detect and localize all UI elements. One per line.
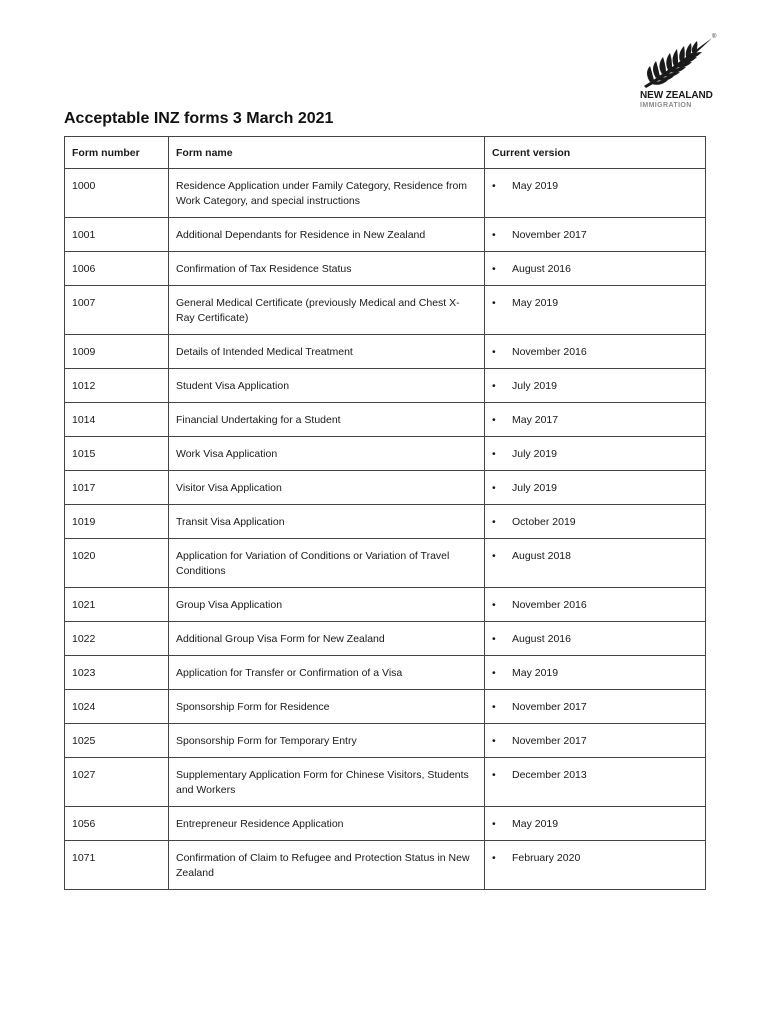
version-text: August 2016 [512, 263, 571, 275]
registered-mark: ® [712, 34, 717, 40]
form-number-cell: 1022 [65, 622, 169, 656]
table-row [65, 505, 706, 539]
version-text: February 2020 [512, 852, 581, 864]
form-number-cell: 1007 [65, 286, 169, 335]
form-name-cell: Additional Dependants for Residence in New Zealand [169, 218, 485, 252]
table-row [65, 369, 706, 403]
form-name-cell: Entrepreneur Residence Application [169, 807, 485, 841]
bullet-icon: • [492, 818, 496, 830]
table-row [65, 690, 706, 724]
version-text: December 2013 [512, 769, 587, 781]
form-name-cell: Additional Group Visa Form for New Zealand [169, 622, 485, 656]
version-text: May 2019 [512, 667, 559, 679]
header-form-number: Form number [65, 137, 169, 169]
table-row [65, 724, 706, 758]
bullet-icon: • [492, 701, 496, 713]
table-header-row [65, 137, 706, 169]
table-row [65, 588, 706, 622]
table-row [65, 169, 706, 218]
form-name-cell: Application for Transfer or Confirmation of a Visa [169, 656, 485, 690]
version-text: November 2016 [512, 346, 587, 358]
form-number-cell: 1025 [65, 724, 169, 758]
bullet-icon: • [492, 297, 496, 309]
header-form-name: Form name [169, 137, 485, 169]
bullet-icon: • [492, 482, 496, 494]
forms-table [64, 136, 706, 890]
form-number-cell: 1009 [65, 335, 169, 369]
table-row [65, 841, 706, 890]
version-text: October 2019 [512, 516, 576, 528]
form-name-cell: Details of Intended Medical Treatment [169, 335, 485, 369]
logo-text-immigration: IMMIGRATION [640, 102, 692, 109]
form-name-cell: Work Visa Application [169, 437, 485, 471]
current-version-cell [485, 656, 706, 690]
current-version-cell [485, 218, 706, 252]
current-version-cell [485, 622, 706, 656]
current-version-cell [485, 588, 706, 622]
table-row [65, 807, 706, 841]
form-number-cell: 1021 [65, 588, 169, 622]
form-name-cell: General Medical Certificate (previously Medical and Chest X-Ray Certificate) [169, 286, 485, 335]
form-name-cell: Visitor Visa Application [169, 471, 485, 505]
current-version-cell [485, 437, 706, 471]
form-name-cell: Transit Visa Application [169, 505, 485, 539]
bullet-icon: • [492, 180, 496, 192]
current-version-cell [485, 471, 706, 505]
form-number-cell: 1020 [65, 539, 169, 588]
table-row [65, 335, 706, 369]
current-version-cell [485, 252, 706, 286]
form-number-cell: 1006 [65, 252, 169, 286]
form-name-cell: Residence Application under Family Category, Residence from Work Category, and special instructions [169, 169, 485, 218]
form-number-cell: 1019 [65, 505, 169, 539]
form-name-cell: Sponsorship Form for Residence [169, 690, 485, 724]
bullet-icon: • [492, 414, 496, 426]
version-text: August 2018 [512, 550, 571, 562]
version-text: May 2019 [512, 297, 559, 309]
bullet-icon: • [492, 599, 496, 611]
form-number-cell: 1001 [65, 218, 169, 252]
current-version-cell [485, 169, 706, 218]
current-version-cell [485, 335, 706, 369]
form-number-cell: 1012 [65, 369, 169, 403]
bullet-icon: • [492, 550, 496, 562]
bullet-icon: • [492, 516, 496, 528]
current-version-cell [485, 505, 706, 539]
form-number-cell: 1024 [65, 690, 169, 724]
version-text: July 2019 [512, 380, 557, 392]
bullet-icon: • [492, 263, 496, 275]
version-text: May 2019 [512, 180, 559, 192]
form-name-cell: Application for Variation of Conditions or Variation of Travel Conditions [169, 539, 485, 588]
current-version-cell [485, 369, 706, 403]
form-number-cell: 1015 [65, 437, 169, 471]
bullet-icon: • [492, 735, 496, 747]
version-text: May 2019 [512, 818, 559, 830]
table-row [65, 437, 706, 471]
table-row [65, 252, 706, 286]
table-row [65, 471, 706, 505]
form-name-cell: Supplementary Application Form for Chinese Visitors, Students and Workers [169, 758, 485, 807]
form-name-cell: Group Visa Application [169, 588, 485, 622]
form-name-cell: Confirmation of Tax Residence Status [169, 252, 485, 286]
bullet-icon: • [492, 229, 496, 241]
bullet-icon: • [492, 448, 496, 460]
nz-immigration-logo [640, 36, 720, 112]
current-version-cell [485, 690, 706, 724]
table-row [65, 622, 706, 656]
version-text: August 2016 [512, 633, 571, 645]
table-row [65, 403, 706, 437]
table-row [65, 656, 706, 690]
current-version-cell [485, 403, 706, 437]
form-number-cell: 1056 [65, 807, 169, 841]
bullet-icon: • [492, 852, 496, 864]
version-text: July 2019 [512, 448, 557, 460]
form-number-cell: 1071 [65, 841, 169, 890]
form-number-cell: 1017 [65, 471, 169, 505]
bullet-icon: • [492, 346, 496, 358]
header-current-version: Current version [485, 137, 706, 169]
version-text: November 2017 [512, 735, 587, 747]
bullet-icon: • [492, 667, 496, 679]
bullet-icon: • [492, 380, 496, 392]
form-name-cell: Sponsorship Form for Temporary Entry [169, 724, 485, 758]
form-name-cell: Confirmation of Claim to Refugee and Protection Status in New Zealand [169, 841, 485, 890]
current-version-cell [485, 807, 706, 841]
version-text: May 2017 [512, 414, 559, 426]
version-text: November 2017 [512, 229, 587, 241]
current-version-cell [485, 724, 706, 758]
current-version-cell [485, 539, 706, 588]
current-version-cell [485, 758, 706, 807]
fern-icon [640, 34, 717, 88]
version-text: July 2019 [512, 482, 557, 494]
page-title: Acceptable INZ forms 3 March 2021 [64, 110, 334, 127]
form-name-cell: Student Visa Application [169, 369, 485, 403]
table-row [65, 758, 706, 807]
table-row [65, 539, 706, 588]
form-number-cell: 1027 [65, 758, 169, 807]
bullet-icon: • [492, 633, 496, 645]
form-number-cell: 1014 [65, 403, 169, 437]
version-text: November 2017 [512, 701, 587, 713]
current-version-cell [485, 286, 706, 335]
table-row [65, 218, 706, 252]
logo-text-new-zealand: NEW ZEALAND [640, 90, 713, 101]
form-name-cell: Financial Undertaking for a Student [169, 403, 485, 437]
form-number-cell: 1023 [65, 656, 169, 690]
table-row [65, 286, 706, 335]
version-text: November 2016 [512, 599, 587, 611]
bullet-icon: • [492, 769, 496, 781]
current-version-cell [485, 841, 706, 890]
form-number-cell: 1000 [65, 169, 169, 218]
